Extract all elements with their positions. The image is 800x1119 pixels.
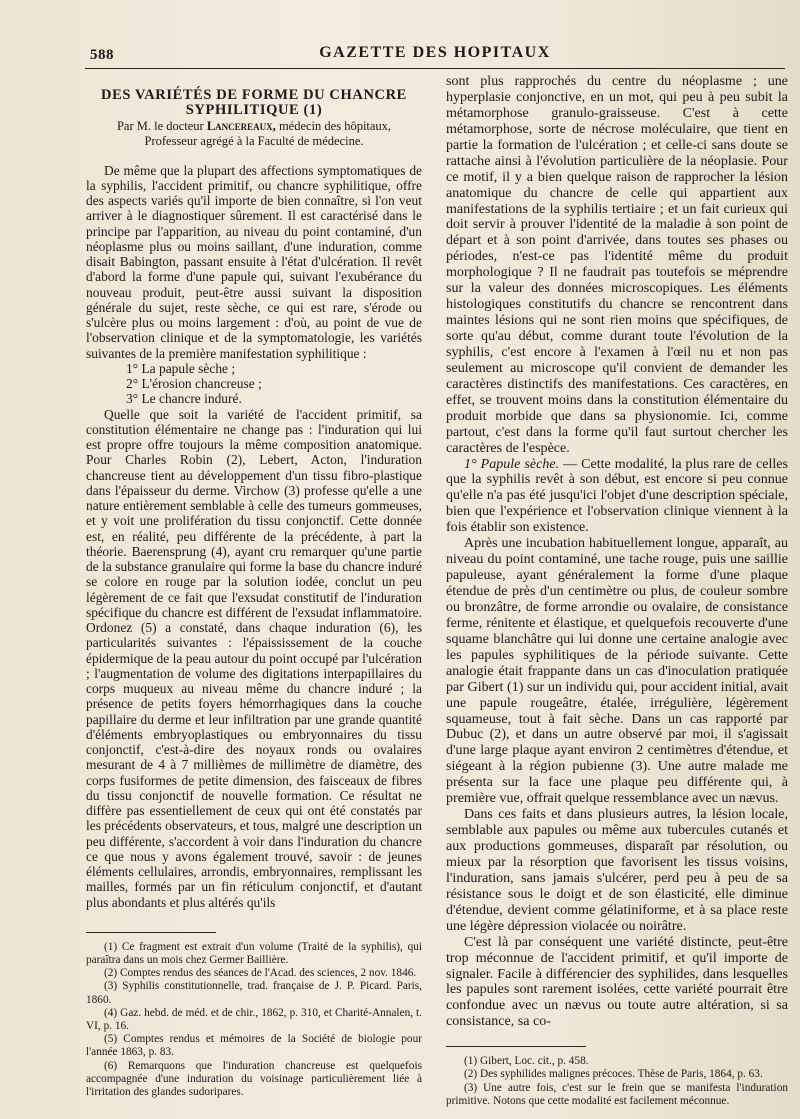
list-item: 1° La papule sèche ;: [126, 360, 236, 376]
paragraph: Après une incubation habituellement longue, apparaît, au niveau du point contaminé, une tache rouge, puis une saillie papuleuse, ayant généralement la forme d'une plaque étendue de près d'un centimètre ou plus, de couleur sombre ou bronzâtre, de forme arrondie ou ovalaire, de consistance ferme, rénitente et élastique, et quelquefois recouverte d'une squame blanchâtre qui lui donne une certaine analogie avec les papules syphilitiques de la période suivante. Cette analogie était frappante dans un cas d'inoculation pratiquée par Gibert (1) sur un individu qui, pour accident initial, avait une papule rougeâtre, étalée, irrégulière, légèrement squameuse, tout à fait sèche. Dans un cas rapporté par Dubuc (2), et dans un autre observé par moi, il s'agissait d'une large plaque ayant environ 2 centimètres d'étendue, et siégeant à la région pubienne (3). Une autre malade me présenta sur la face une plaque peu différente qui, à première vue, offrait quelque ressemblance avec un nævus.: [446, 535, 788, 807]
byline-role: Professeur agrégé à la Faculté de médecine.: [144, 133, 364, 148]
footnote: (3) Syphilis constitutionnelle, trad. française de J. P. Picard. Paris, 1860.: [86, 980, 422, 1006]
byline-prefix: Par M. le docteur: [116, 118, 204, 133]
list-item: 2° L'érosion chancreuse ;: [126, 376, 262, 391]
paragraph-papule-seche: [446, 457, 788, 537]
paragraph-text: — Cette modalité, la plus rare de celles que la syphilis revêt à son début, est encore si peu connue qu'elle n'a pas été jusqu'ici l'objet d'une description spéciale, bien que l'expérience et l'observation clinique viennent à la fois établir son existence.: [446, 455, 788, 536]
article-byline: [86, 119, 422, 134]
footnote: (2) Comptes rendus des séances de l'Acad. des sciences, 2 nov. 1846.: [104, 967, 417, 980]
footnote: (1) Gibert, Loc. cit., p. 458.: [464, 1055, 589, 1068]
left-column: [86, 74, 422, 1099]
footnote: (1) Ce fragment est extrait d'un volume (Traité de la syphilis), qui paraîtra dans un mois chez Germer Baillière.: [86, 940, 422, 966]
page-number: 588: [90, 47, 114, 63]
paragraph: De même que la plupart des affections symptomatiques de la syphilis, l'accident primitif, ou chancre syphilitique, offre des aspects variés qu'il importe de bien connaître, si l'on veut arriver à le diagnostiquer sûrement. Il est caractérisé dans le principe par l'apparition, au niveau du point contaminé, d'un néoplasme plus ou moins saillant, d'une induration, comme disait Babington, passant ensuite à l'état d'ulcération. Il revêt d'abord la forme d'une papule qui, suivant l'exubérance du nouveau produit, peut-être aussi suivant la disposition générale du sujet, reste sèche, ce qui est rare, s'érode ou s'ulcère plus ou moins largement : d'où, au point de vue de l'observation clinique et de la symptomatologie, les variétés suivantes de la première manifestation syphilitique :: [86, 162, 422, 361]
list-item: 3° Le chancre induré.: [126, 391, 242, 407]
paragraph: C'est là par conséquent une variété distincte, peut-être trop méconnue de l'accident primitif, et qu'il importe de signaler. Facile à différencier des syphilides, dans lesquelles les papules sont rarement isolées, cette variété pourrait être confondue avec un nævus ou toute autre altération, si sa consistance, sa co-: [446, 933, 788, 1030]
footnote: (2) Des syphilides malignes précoces. Thèse de Paris, 1864, p. 63.: [464, 1068, 763, 1081]
footnote: (5) Comptes rendus et mémoires de la Société de biologie pour l'année 1863, p. 83.: [86, 1033, 422, 1059]
article-title: DES VARIÉTÉS DE FORME DU CHANCRE SYPHILITIQUE (1): [101, 87, 407, 119]
section-lead: 1° Papule sèche.: [464, 455, 560, 472]
paragraph: sont plus rapprochés du centre du néoplasme ; une hyperplasie conjonctive, en un mot, qui peu à peu subit la métamorphose granulo-graisseuse. C'est à cette métamorphose, sorte de nécrose moléculaire, que tient en partie la formation de l'ulcération ; et celle-ci sans doute se rattache ainsi à l'évolution particulière de la néoplasie. Pour ce motif, il y a bien quelque raison de rapprocher la lésion anatomique du chancre de celle qui appartient aux manifestations de la syphilis tertiaire ; et un fait curieux qui doit servir à prouver l'identité de la maladie à son point de départ et à son point d'arrivée, dans toutes ses phases ou périodes, n'est-ce pas l'identité même du produit morphologique ? Il ne faudrait pas toutefois se méprendre sur la valeur des données microscopiques. Les éléments histologiques constitutifs du chancre se rencontrent dans maintes lésions qui ne sont rien moins que spécifiques, de sorte qu'au début, comme durant toute l'évolution de la syphilis, c'est encore à l'examen à l'œil nu et non pas seulement au microscope qu'il convient de demander les caractères distinctifs des manifestations. Ces caractères, en effet, se trouvent moins dans la constitution élémentaire du produit morbide que dans sa physionomie. Ici, comme partout, c'est dans la forme qu'il faut surtout chercher les caractères de l'espèce.: [446, 73, 788, 456]
paragraph: Quelle que soit la variété de l'accident primitif, sa constitution élémentaire ne change pas : l'induration qui lui est propre offre toujours la même composition anatomique. Pour Charles Robin (2), Lebert, Acton, l'induration chancreuse tient au développement d'un tissu fibro-plastique dans l'épaisseur du derme. Virchow (3) professe qu'elle a une nature entièrement semblable à celle des tumeurs gommeuses, et y voit une prolifération du tissu conjonctif. Cette donnée est, en réalité, peu différente de la précédente, à part la théorie. Baerensprung (4), ayant cru remarquer qu'une partie de la substance granulaire qui forme la base du chancre induré se colore en rouge par la solution iodée, conclut un peu légèrement de ce fait que l'exsudat constitutif de l'induration spécifique du chancre est différent de l'exsudat inflammatoire. Ordonez (5) a constaté, dans chaque induration (6), les particularités suivantes : l'épaississement de la couche épidermique de la peau autour du point occupé par l'ulcération ; l'augmentation de volume des digitations interpapillaires du corps muqueux au niveau même du chancre induré ; la présence de petits foyers hémorrhagiques dans la couche papillaire du derme et leur infiltration par une grande quantité d'éléments embryoplastiques ou embryonnaires du tissu conjonctif, c'est-à-dire des noyaux ronds ou ovalaires mesurant de 4 à 7 millièmes de millimètre de diamètre, des corps fusiformes de petite dimension, des faisceaux de fibres du tissu conjonctif de nouvelle formation. Ce résultat ne diffère pas essentiellement de ceux qui ont été constatés par les précédents observateurs, et tous, malgré une description un peu différente, s'accordent à voir dans l'induration du chancre ce que nous y avons également trouvé, savoir : de jeunes éléments cellulaires, arrondis, embryonnaires, remplissant les mailles, formés par un fin réticulum conjonctif, et d'autant plus abondants et plus altérés qu'ils: [86, 406, 422, 910]
running-title: GAZETTE DES HOPITAUX: [319, 44, 551, 61]
byline-author: Lancereaux,: [206, 118, 276, 133]
byline-suffix: médecin des hôpitaux,: [278, 118, 392, 133]
footnote: (4) Gaz. hebd. de méd. et de chir., 1862, p. 310, et Charité-Annalen, t. VI, p. 16.: [86, 1006, 422, 1032]
footnote-rule: [446, 1046, 586, 1047]
footnote-rule: [86, 932, 216, 933]
footnote: (3) Une autre fois, c'est sur le frein que se manifesta l'induration primitive. Notons que cette modalité est facilement méconnue.: [446, 1081, 788, 1107]
paragraph: Dans ces faits et dans plusieurs autres, la lésion locale, semblable aux papules ou même aux tubercules cutanés et aux productions gommeuses, disparaît par résolution, ou mieux par la résorption que favorisent les tissus voisins, l'induration, sans jamais s'ulcérer, perd peu à peu de sa résistance sous le doigt et de son élasticité, elle diminue d'étendue, devient comme gélatiniforme, et à sa place reste une légère dépression violacée ou noirâtre.: [446, 806, 788, 934]
page-header: [85, 42, 785, 69]
footnote: (6) Remarquons que l'induration chancreuse est quelquefois accompagnée d'une induration du voisinage particulièrement liée à l'irritation des glandes sudoripares.: [86, 1059, 422, 1098]
right-column: [446, 74, 788, 1108]
